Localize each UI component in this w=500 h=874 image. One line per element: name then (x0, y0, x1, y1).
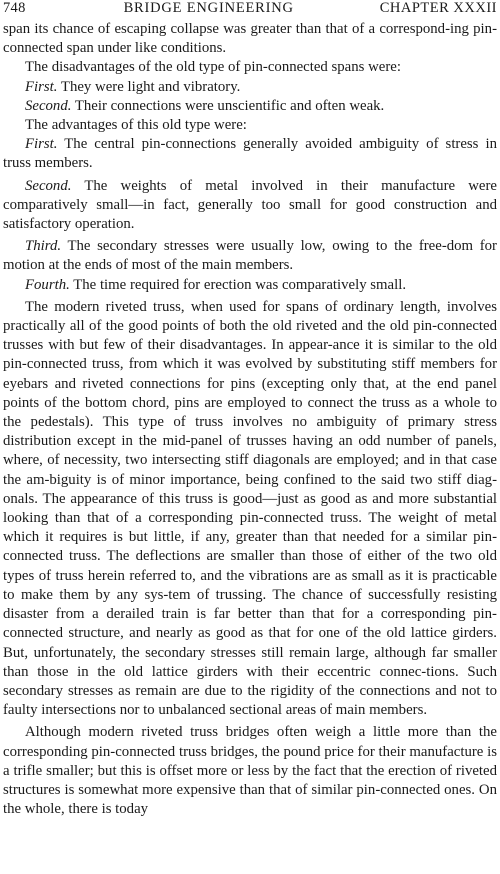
running-header (3, 0, 497, 20)
paragraph-lead: Fourth. (25, 276, 70, 293)
chapter-label: CHAPTER XXXII (379, 0, 497, 16)
paragraph (3, 723, 497, 819)
paragraph-text: Their connections were unscientific and often weak. (71, 97, 385, 114)
paragraph (3, 298, 497, 720)
paragraph-lead: Third. (25, 238, 62, 255)
paragraph (3, 135, 497, 173)
paragraph-text: The time required for erection was comparatively small. (69, 276, 407, 293)
paragraph-text: The modern riveted truss, when used for spans of ordinary length, involves practically all of the good points of both the old riveted and the old pin-connected trusses with but few of their disadvantages. In appear-ance it is similar to the old pin-connected truss, from which it was evolved by substituting stiff members for eyebars and riveted connections for pins (excepting only that, at the end panel points of the bottom chord, pins are employed to connect the truss as a whole to the pedestals). This type of truss involves no ambiguity of primary stress distribution except in the mid-panel of trusses having an odd number of panels, where, of necessity, two intersecting stiff diagonals are employed; and in that case the am-biguity is of minor importance, being confined to the said two stiff diag-onals. The appearance of this truss is good—just as good as and more substantial looking than that of a corresponding pin-connected truss. The weight of metal which it requires is but little, if any, greater than that needed for a similar pin-connected truss. The deflections are smaller than those of either of the two old types of truss herein referred to, and the vibrations are as small as it is practicable to make them by any sys-tem of trussing. The chance of successfully resisting disaster from a derailed train is far better than that for a corresponding pin-connected structure, and nearly as good as that for one of the old lattice girders. But, unfortunately, the secondary stresses still remain large, although far smaller than those in the old lattice girders with their eccentric connec-tions. Such secondary stresses as remain are due to the rigidity of the connections and not to faulty intersections nor to unbalanced sectional areas of main members. (3, 298, 497, 719)
running-title: BRIDGE ENGINEERING (123, 0, 294, 16)
paragraph (3, 97, 497, 116)
paragraph (3, 116, 497, 135)
paragraph-text: They were light and vibratory. (57, 78, 241, 95)
paragraph (3, 276, 497, 295)
body-text (3, 20, 497, 819)
paragraph-text: The secondary stresses were usually low, owing to the free-dom for motion at the ends of most of the main members. (3, 238, 497, 274)
paragraph-lead: First. (25, 136, 58, 153)
paragraph (3, 78, 497, 97)
paragraph (3, 58, 497, 77)
paragraph-text: The central pin-connections generally avoided ambiguity of stress in truss members. (3, 136, 497, 172)
paragraph-text: Although modern riveted truss bridges often weigh a little more than the corresponding pin-connected truss bridges, the pound price for their manufacture is a trifle smaller; but this is offset more or less by the fact that the erection of riveted structures is somewhat more expensive than that of similar pin-connected ones. On the whole, there is today (3, 724, 497, 818)
paragraph-text: span its chance of escaping collapse was greater than that of a correspond-ing pin-connected span under like conditions. (3, 21, 497, 57)
paragraph-lead: First. (25, 78, 58, 95)
paragraph (3, 177, 497, 235)
paragraph-lead: Second. (25, 177, 72, 194)
paragraph (3, 20, 497, 58)
paragraph-text: The advantages of this old type were: (25, 117, 247, 134)
paragraph-text: The weights of metal involved in their manufacture were comparatively small—in fact, generally too small for good construction and satisfactory operation. (3, 177, 497, 233)
paragraph-lead: Second. (25, 97, 72, 114)
page-number: 748 (3, 0, 26, 16)
paragraph (3, 237, 497, 275)
paragraph-text: The disadvantages of the old type of pin-connected spans were: (25, 59, 401, 76)
